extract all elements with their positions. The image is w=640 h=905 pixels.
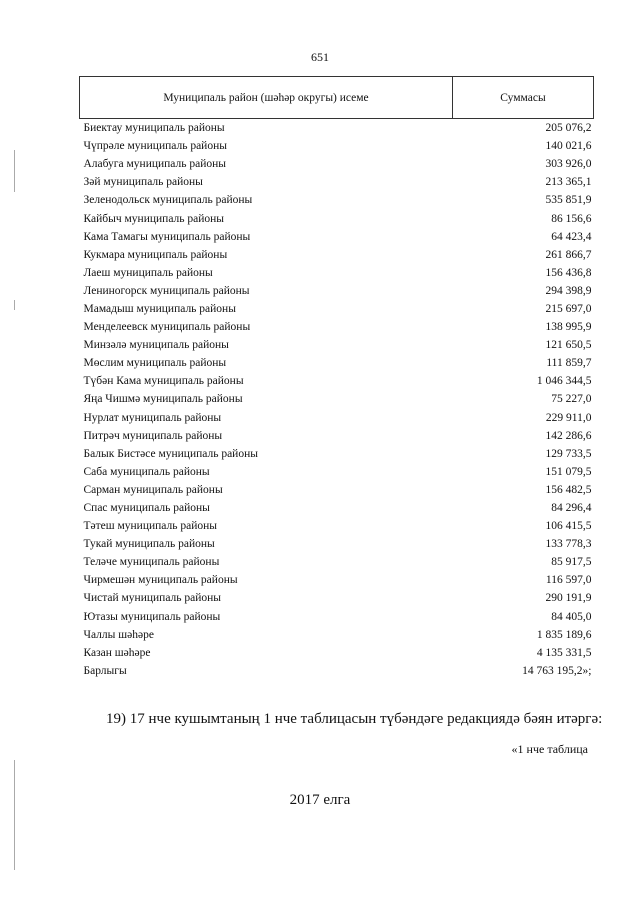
district-name: Лаеш муниципаль районы: [83, 266, 213, 279]
district-sum: 294 398,9: [545, 284, 592, 297]
district-name: Минзәлә муниципаль районы: [83, 339, 229, 352]
table-row: [80, 137, 594, 155]
district-sum: 142 286,6: [545, 429, 592, 442]
table-row: [80, 191, 594, 209]
district-name: Кайбыч муниципаль районы: [83, 212, 225, 225]
district-sum: 140 021,6: [545, 140, 592, 153]
district-sum: 85 917,5: [551, 556, 592, 569]
table-row: [80, 409, 594, 427]
table-row: [80, 481, 594, 499]
table-row: [80, 155, 594, 173]
table-row: [80, 571, 594, 589]
district-name: Чаллы шәһәре: [83, 628, 154, 641]
budget-table: [79, 76, 594, 680]
district-name: Лениногорск муниципаль районы: [83, 284, 250, 297]
table-row: [80, 300, 594, 318]
table-row: [80, 608, 594, 626]
instruction-text: 19) 17 нче кушымтаның 1 нче таблицасын түбәндәге редакциядә бәян итәргә:: [106, 711, 603, 727]
margin-mark: [14, 300, 15, 310]
district-sum: 156 482,5: [545, 483, 592, 496]
table-row: [80, 173, 594, 191]
district-name: Зәй муниципаль районы: [83, 176, 203, 189]
year-heading: 2017 елга: [289, 792, 351, 808]
district-sum: 535 851,9: [545, 194, 592, 207]
district-sum: 84 405,0: [551, 610, 592, 623]
column-header-sum: Суммасы: [453, 77, 594, 119]
district-sum: 138 995,9: [545, 321, 592, 334]
district-name: Алабуга муниципаль районы: [83, 158, 227, 171]
district-sum: 156 436,8: [545, 266, 592, 279]
table-row: [80, 662, 594, 680]
district-sum: 116 597,0: [545, 574, 592, 587]
table-row: [80, 553, 594, 571]
district-sum: 229 911,0: [545, 411, 592, 424]
table-row: [80, 499, 594, 517]
table-body: [80, 119, 594, 680]
table-row: [80, 427, 594, 445]
district-name: Түбән Кама муниципаль районы: [83, 375, 244, 388]
district-name: Тукай муниципаль районы: [83, 538, 215, 551]
table-header-row: [80, 77, 594, 119]
district-sum: 75 227,0: [551, 393, 592, 406]
table-row: [80, 246, 594, 264]
district-sum: 121 650,5: [545, 339, 592, 352]
district-name: Питрәч муниципаль районы: [83, 429, 223, 442]
table-row: [80, 644, 594, 662]
column-header-name: Муниципаль район (шәһәр округы) исеме: [80, 77, 453, 119]
district-name: Теләче муниципаль районы: [83, 556, 220, 569]
district-name: Балык Бистәсе муниципаль районы: [83, 447, 258, 460]
table-row: [80, 589, 594, 607]
table-row: [80, 209, 594, 227]
table-reference: «1 нче таблица: [511, 742, 588, 756]
district-name: Зеленодольск муниципаль районы: [83, 194, 253, 207]
district-sum: 151 079,5: [545, 465, 592, 478]
district-sum: 133 778,3: [545, 538, 592, 551]
district-sum: 213 365,1: [545, 176, 592, 189]
district-name: Казан шәһәре: [83, 646, 151, 659]
district-sum: 14 763 195,2»;: [522, 664, 592, 677]
table-row: [80, 463, 594, 481]
district-sum: 129 733,5: [545, 447, 592, 460]
page-number: 651: [311, 50, 329, 64]
table-row: [80, 318, 594, 336]
district-name: Сарман муниципаль районы: [83, 483, 223, 496]
table-row: [80, 119, 594, 138]
district-sum: 84 296,4: [551, 502, 592, 515]
district-name: Кукмара муниципаль районы: [83, 248, 228, 261]
margin-mark: [14, 760, 15, 870]
district-sum: 303 926,0: [545, 158, 592, 171]
district-sum: 205 076,2: [545, 122, 592, 135]
district-name: Яңа Чишмә муниципаль районы: [83, 393, 243, 406]
district-name: Мамадыш муниципаль районы: [83, 302, 236, 315]
district-sum: 1 835 189,6: [536, 628, 592, 641]
district-sum: 215 697,0: [545, 302, 592, 315]
district-sum: 261 866,7: [545, 248, 592, 261]
table-row: [80, 517, 594, 535]
district-name: Биектау муниципаль районы: [83, 122, 225, 135]
district-sum: 4 135 331,5: [536, 646, 592, 659]
table-row: [80, 228, 594, 246]
district-sum: 111 859,7: [546, 357, 592, 370]
district-name: Саба муниципаль районы: [83, 465, 210, 478]
district-name: Спас муниципаль районы: [83, 502, 210, 515]
district-name: Ютазы муниципаль районы: [83, 610, 221, 623]
table-row: [80, 282, 594, 300]
table-row: [80, 535, 594, 553]
district-name: Чирмешән муниципаль районы: [83, 574, 238, 587]
district-name: Кама Тамагы муниципаль районы: [83, 230, 251, 243]
district-sum: 1 046 344,5: [536, 375, 592, 388]
table-row: [80, 390, 594, 408]
district-name: Чүпрәле муниципаль районы: [83, 140, 227, 153]
table-row: [80, 264, 594, 282]
district-sum: 106 415,5: [545, 520, 592, 533]
district-name: Мөслим муниципаль районы: [83, 357, 227, 370]
table-row: [80, 445, 594, 463]
district-sum: 64 423,4: [551, 230, 592, 243]
table-row: [80, 336, 594, 354]
table-row: [80, 354, 594, 372]
margin-mark: [14, 150, 15, 192]
district-sum: 86 156,6: [551, 212, 592, 225]
district-sum: 290 191,9: [545, 592, 592, 605]
district-name: Барлыгы: [83, 664, 127, 677]
table-row: [80, 372, 594, 390]
district-name: Тәтеш муниципаль районы: [83, 520, 217, 533]
table-row: [80, 626, 594, 644]
district-name: Нурлат муниципаль районы: [83, 411, 222, 424]
district-name: Менделеевск муниципаль районы: [83, 321, 251, 334]
district-name: Чистай муниципаль районы: [83, 592, 222, 605]
